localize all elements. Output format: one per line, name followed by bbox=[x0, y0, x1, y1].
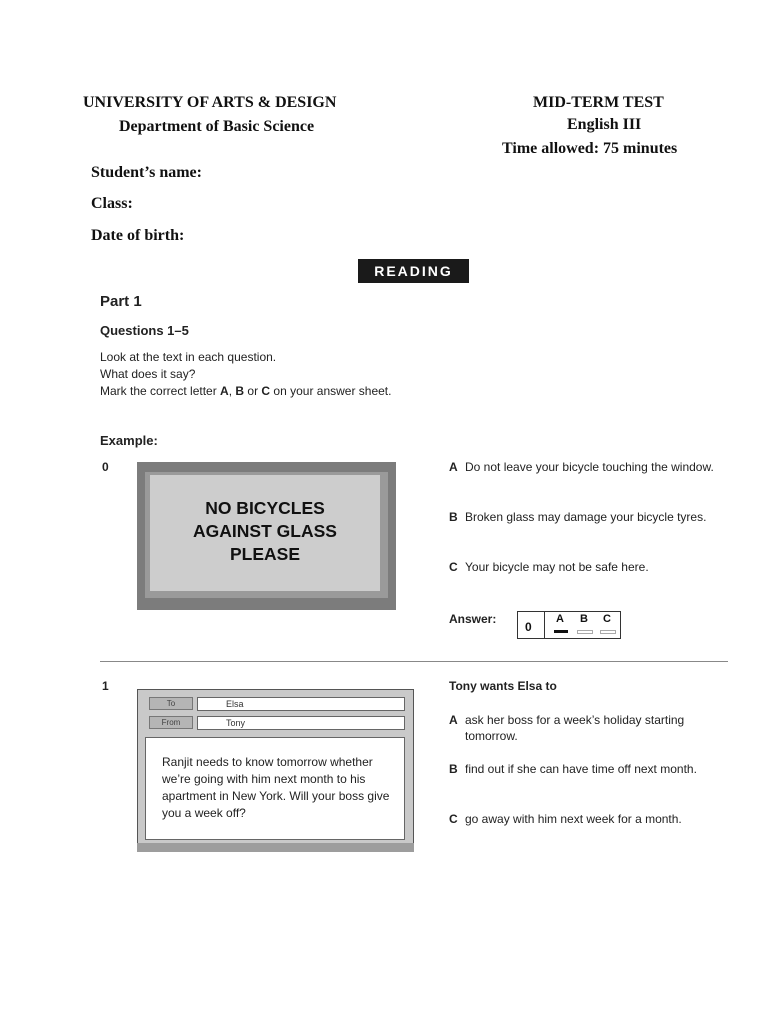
question-1-option-c: C go away with him next week for a month. bbox=[449, 812, 682, 826]
email-from-label: From bbox=[149, 716, 193, 729]
example-option-c: C Your bicycle may not be safe here. bbox=[449, 560, 649, 574]
student-name-label: Student’s name: bbox=[91, 164, 202, 181]
question-1-option-b: B find out if she can have time off next month. bbox=[449, 762, 697, 776]
answer-letter-b: B bbox=[580, 613, 588, 625]
answer-mark-c bbox=[600, 630, 616, 634]
instruction-line-3: Mark the correct letter A, B or C on your answer sheet. bbox=[100, 384, 392, 398]
example-number: 0 bbox=[102, 460, 109, 474]
answer-number: 0 bbox=[525, 620, 532, 634]
email-to-field: Elsa bbox=[197, 697, 405, 711]
time-allowed: Time allowed: 75 minutes bbox=[502, 140, 678, 157]
email-to-label: To bbox=[149, 697, 193, 710]
example-option-b: B Broken glass may damage your bicycle tyres. bbox=[449, 510, 707, 524]
subject-name: English III bbox=[567, 116, 642, 133]
answer-letter-a: A bbox=[556, 613, 564, 625]
answer-mark-a bbox=[554, 630, 568, 633]
question-1-option-a: A ask her boss for a week’s holiday starting tomorrow. bbox=[449, 713, 685, 743]
instruction-line-1: Look at the text in each question. bbox=[100, 350, 277, 364]
question-1-stem: Tony wants Elsa to bbox=[449, 679, 557, 693]
email-from-field: Tony bbox=[197, 716, 405, 730]
answer-letter-c: C bbox=[603, 613, 611, 625]
divider-line bbox=[100, 661, 728, 662]
question-1-number: 1 bbox=[102, 679, 109, 693]
sign-line-1: NO BICYCLES bbox=[205, 498, 325, 518]
department-name: Department of Basic Science bbox=[119, 118, 315, 135]
date-of-birth-label: Date of birth: bbox=[91, 227, 185, 244]
questions-heading: Questions 1–5 bbox=[100, 323, 189, 338]
test-title: MID-TERM TEST bbox=[533, 94, 664, 111]
instruction-line-2: What does it say? bbox=[100, 367, 196, 381]
email-footer bbox=[137, 843, 414, 852]
example-option-a: A Do not leave your bicycle touching the window. bbox=[449, 460, 714, 474]
example-label: Example: bbox=[100, 433, 158, 448]
sign-text bbox=[150, 475, 380, 591]
reading-banner: READING bbox=[358, 259, 469, 283]
answer-mark-b bbox=[577, 630, 593, 634]
answer-divider bbox=[544, 612, 545, 638]
answer-label: Answer: bbox=[449, 612, 497, 626]
email-body: Ranjit needs to know tomorrow whether we’re going with him next month to his apartment in New York. Will your boss give you a week off? bbox=[145, 737, 405, 840]
part-heading: Part 1 bbox=[100, 293, 142, 310]
class-label: Class: bbox=[91, 195, 133, 212]
university-name: UNIVERSITY OF ARTS & DESIGN bbox=[83, 94, 337, 111]
sign-line-3: PLEASE bbox=[229, 544, 301, 564]
instructions bbox=[100, 349, 391, 400]
sign-line-2: AGAINST GLASS bbox=[193, 521, 337, 541]
